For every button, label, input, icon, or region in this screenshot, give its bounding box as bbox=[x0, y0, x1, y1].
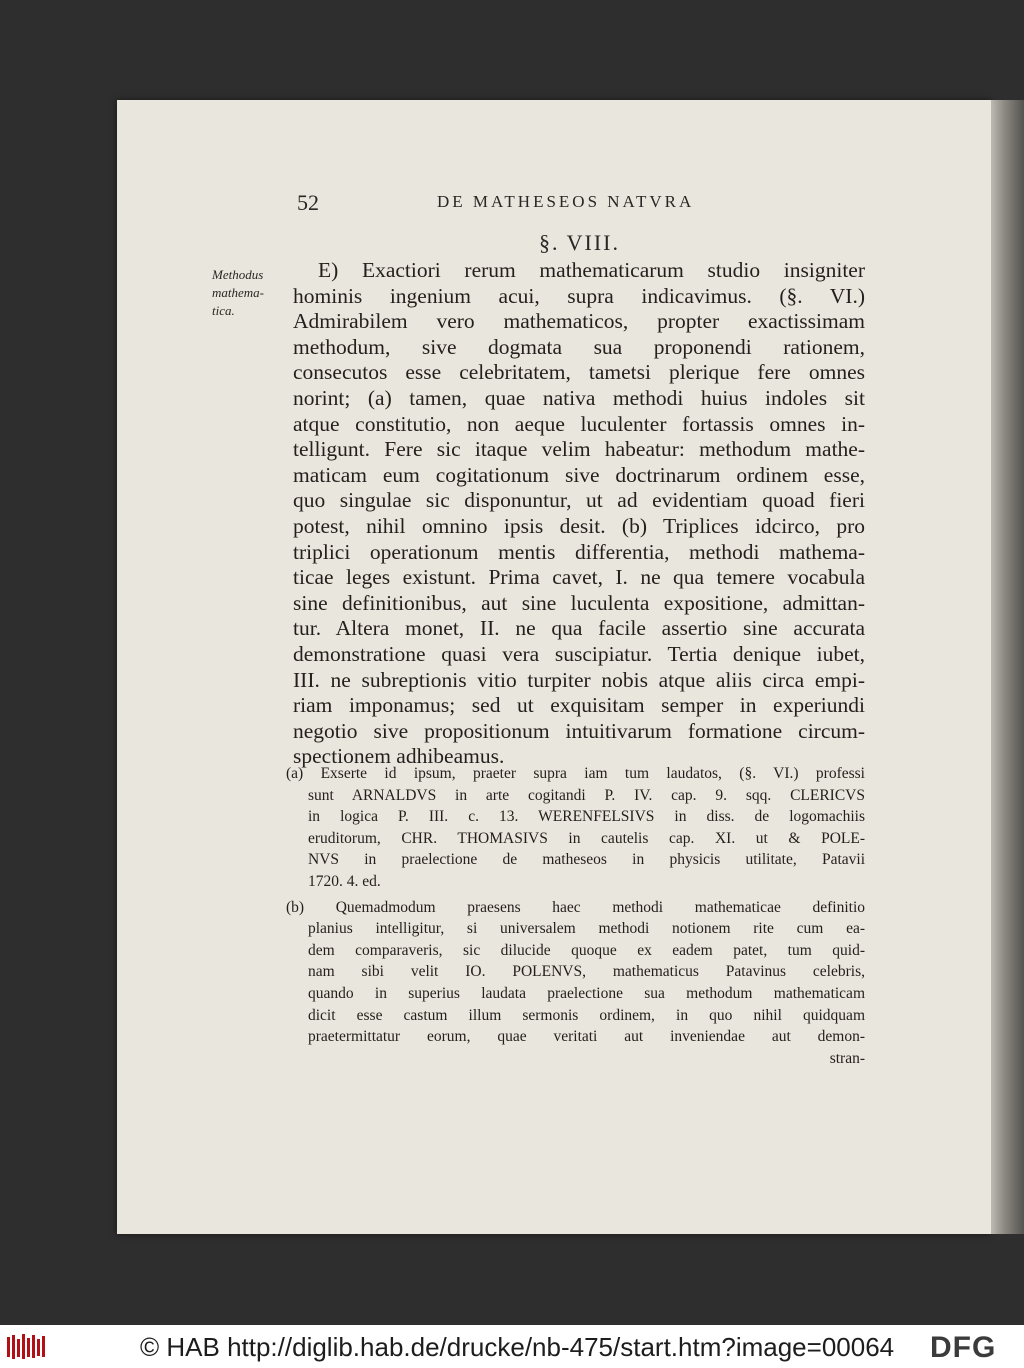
footer-bar bbox=[0, 1325, 1024, 1368]
text-line: E) Exactiori rerum mathematicarum studio insigniter bbox=[318, 258, 865, 282]
text-line: telligunt. Fere sic itaque velim habeatur: methodum mathe- bbox=[293, 437, 865, 462]
footnote-line: praetermittatur eorum, quae veritati aut inveniendae aut demon- bbox=[308, 1028, 865, 1046]
page-number: 52 bbox=[297, 190, 319, 215]
catchword: stran- bbox=[829, 1049, 865, 1067]
main-paragraph bbox=[293, 258, 865, 770]
footnote-line: quando in superius laudata praelectione sua methodum mathematicam bbox=[308, 984, 865, 1002]
footnotes bbox=[286, 763, 865, 1073]
footnote-line: sunt ARNALDVS in arte cogitandi P. IV. cap. 9. sqq. CLERICVS bbox=[308, 786, 865, 804]
page-header bbox=[297, 190, 757, 222]
marginal-note-line: tica. bbox=[212, 303, 235, 318]
text-line: ticae leges existunt. Prima cavet, I. ne qua temere vocabula bbox=[293, 565, 865, 590]
footnote-line: (b) Quemadmodum praesens haec methodi mathematicae definitio bbox=[286, 898, 865, 916]
text-line: hominis ingenium acui, supra indicavimus. (§. VI.) bbox=[293, 283, 865, 308]
text-line: tur. Altera monet, II. ne qua facile assertio sine accurata bbox=[293, 616, 865, 641]
page-edge bbox=[991, 100, 1024, 1234]
text-line: potest, nihil omnino ipsis desit. (b) Triplices idcirco, pro bbox=[293, 513, 865, 538]
section-title: §. VIII. bbox=[539, 230, 620, 255]
footnote-line: eruditorum, CHR. THOMASIVS in cautelis cap. XI. ut & POLE- bbox=[308, 829, 865, 847]
text-line: triplici operationum mentis differentia, methodi mathema- bbox=[293, 539, 865, 564]
text-line: consecutos esse celebritatem, tametsi plerique fere omnes bbox=[293, 360, 865, 385]
footnote-line: (a) Exserte id ipsum, praeter supra iam tum laudatos, (§. VI.) professi bbox=[286, 765, 865, 782]
text-line: methodum, sive dogmata sua proponendi rationem, bbox=[293, 334, 865, 359]
marginal-note-line: mathema- bbox=[212, 285, 264, 300]
text-line: negotio sive propositionum intuitivarum formatione circum- bbox=[293, 718, 865, 743]
text-line: norint; (a) tamen, quae nativa methodi huius indoles sit bbox=[293, 385, 865, 410]
text-line: III. ne subreptionis vitio turpiter nobis atque aliis circa empi- bbox=[293, 667, 865, 692]
marginal-note-line: Methodus bbox=[212, 267, 264, 282]
text-line: riam imponamus; sed ut exquisitam semper in experiundi bbox=[293, 693, 865, 718]
hab-logo-icon bbox=[6, 1333, 46, 1361]
text-line: sine definitionibus, aut sine luculenta expositione, admittan- bbox=[293, 590, 865, 615]
copyright-link[interactable]: © HAB http://diglib.hab.de/drucke/nb-475/start.htm?image=00064 bbox=[140, 1332, 895, 1362]
footnote-line: NVS in praelectione de matheseos in physicis utilitate, Patavii bbox=[308, 851, 865, 869]
footnote-line: dem comparaveris, sic dilucide quoque ex eadem patet, tum quid- bbox=[308, 941, 865, 959]
text-line: demonstratione quasi vera suscipiatur. Tertia denique iubet, bbox=[293, 641, 865, 666]
footnote-line: dicit esse castum illum sermonis ordinem, in quo nihil quidquam bbox=[308, 1006, 865, 1024]
footnote-line: 1720. 4. ed. bbox=[308, 872, 381, 890]
footnote-line: nam sibi velit IO. POLENVS, mathematicus Patavinus celebris, bbox=[308, 963, 865, 981]
footnote-a bbox=[286, 763, 865, 893]
text-line: spectionem adhibeamus. bbox=[293, 744, 505, 769]
footnote-line: in logica P. III. c. 13. WERENFELSIVS in diss. de logomachiis bbox=[308, 808, 865, 826]
footnote-line: planius intelligitur, si universalem methodi notionem rite cum ea- bbox=[308, 920, 865, 938]
running-head: DE MATHESEOS NATVRA bbox=[437, 192, 695, 211]
footnote-b bbox=[286, 897, 865, 1070]
text-line: maticam eum cogitationum sive doctrinarum ordinem esse, bbox=[293, 462, 865, 487]
text-line: atque constitutio, non aeque luculenter fortassis omnes in- bbox=[293, 411, 865, 436]
text-line: Admirabilem vero mathematicos, propter exactissimam bbox=[293, 309, 865, 334]
marginal-note bbox=[212, 266, 264, 320]
dfg-logo: DFG bbox=[930, 1331, 997, 1364]
text-line: quo singulae sic disponuntur, ut ad evidentiam quoad fieri bbox=[293, 488, 865, 513]
